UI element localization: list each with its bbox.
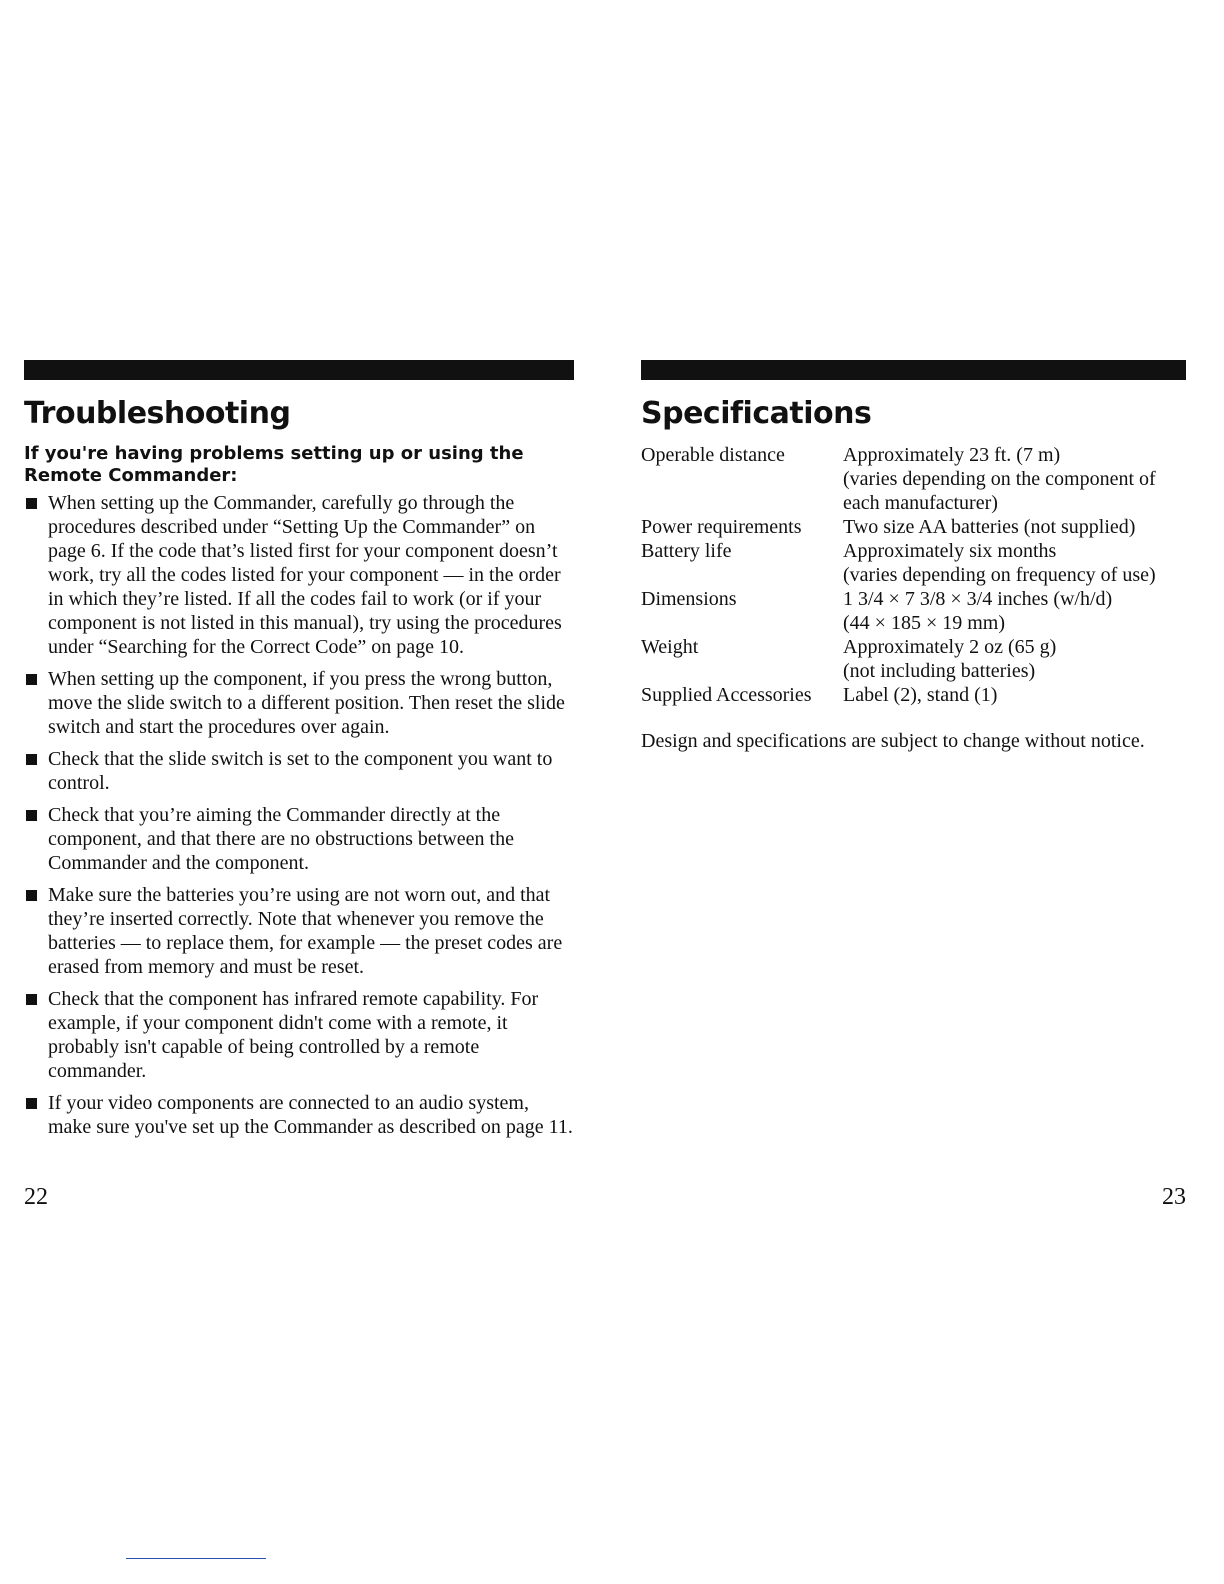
spec-label: Weight — [641, 636, 699, 658]
footer-divider — [126, 1558, 266, 1559]
list-item: If your video components are connected to an audio system, make sure you've set up the Commander as described on page 11. — [24, 1091, 574, 1139]
spec-label: Battery life — [641, 540, 732, 562]
spec-value: Approximately six months (varies depending on frequency of use) — [843, 540, 1156, 586]
spec-label: Supplied Accessories — [641, 684, 812, 706]
page-title: Specifications — [641, 396, 872, 431]
bullet-square-icon — [26, 810, 37, 821]
page-number-left: 22 — [24, 1184, 48, 1210]
bullet-square-icon — [26, 890, 37, 901]
list-item: Check that the slide switch is set to the component you want to control. — [24, 747, 574, 795]
bullet-square-icon — [26, 994, 37, 1005]
spec-value: Approximately 23 ft. (7 m) (varies depending on the component of each manufacturer) — [843, 444, 1156, 514]
spec-value: Label (2), stand (1) — [843, 684, 998, 706]
spec-value: 1 3/4 × 7 3/8 × 3/4 inches (w/h/d) (44 × 185 × 19 mm) — [843, 588, 1113, 634]
table-row — [641, 539, 1186, 587]
specifications-notice: Design and specifications are subject to change without notice. — [641, 730, 1145, 752]
table-row — [641, 683, 1186, 707]
list-item: Check that you’re aiming the Commander directly at the component, and that there are no obstructions between the Commander and the component. — [24, 803, 574, 875]
table-row — [641, 515, 1186, 539]
section-subtitle: If you're having problems setting up or using the Remote Commander: — [24, 443, 524, 486]
list-item: Make sure the batteries you’re using are not worn out, and that they’re inserted correctly. Note that whenever you remove the batteries — to replace them, for example — the preset codes are erased from memory and must be reset. — [24, 883, 574, 979]
troubleshooting-page — [24, 360, 574, 1147]
troubleshooting-list — [24, 491, 574, 1139]
section-bar — [24, 360, 574, 380]
section-bar — [641, 360, 1186, 380]
specifications-page — [641, 360, 1186, 753]
list-item: When setting up the Commander, carefully go through the procedures described under “Setting Up the Commander” on page 6. If the code that’s listed first for your component doesn’t work, try all the codes listed for your component — in the order in which they’re listed. If all the codes fail to work (or if your component is not listed in this manual), try using the procedures under “Searching for the Correct Code” on page 10. — [24, 491, 574, 659]
bullet-square-icon — [26, 498, 37, 509]
spec-label: Power requirements — [641, 516, 802, 538]
bullet-square-icon — [26, 1098, 37, 1109]
table-row — [641, 587, 1186, 635]
table-row — [641, 635, 1186, 683]
page-number-right: 23 — [1162, 1184, 1186, 1210]
table-row — [641, 443, 1186, 515]
bullet-square-icon — [26, 754, 37, 765]
specifications-table — [641, 443, 1186, 707]
list-item: When setting up the component, if you press the wrong button, move the slide switch to a different position. Then reset the slide switch and start the procedures over again. — [24, 667, 574, 739]
bullet-square-icon — [26, 674, 37, 685]
list-item: Check that the component has infrared remote capability. For example, if your component didn't come with a remote, it probably isn't capable of being controlled by a remote commander. — [24, 987, 574, 1083]
spec-label: Operable distance — [641, 444, 785, 466]
spec-label: Dimensions — [641, 588, 737, 610]
spec-value: Approximately 2 oz (65 g) (not including batteries) — [843, 636, 1057, 682]
page-title: Troubleshooting — [24, 396, 291, 431]
spec-value: Two size AA batteries (not supplied) — [843, 516, 1136, 538]
